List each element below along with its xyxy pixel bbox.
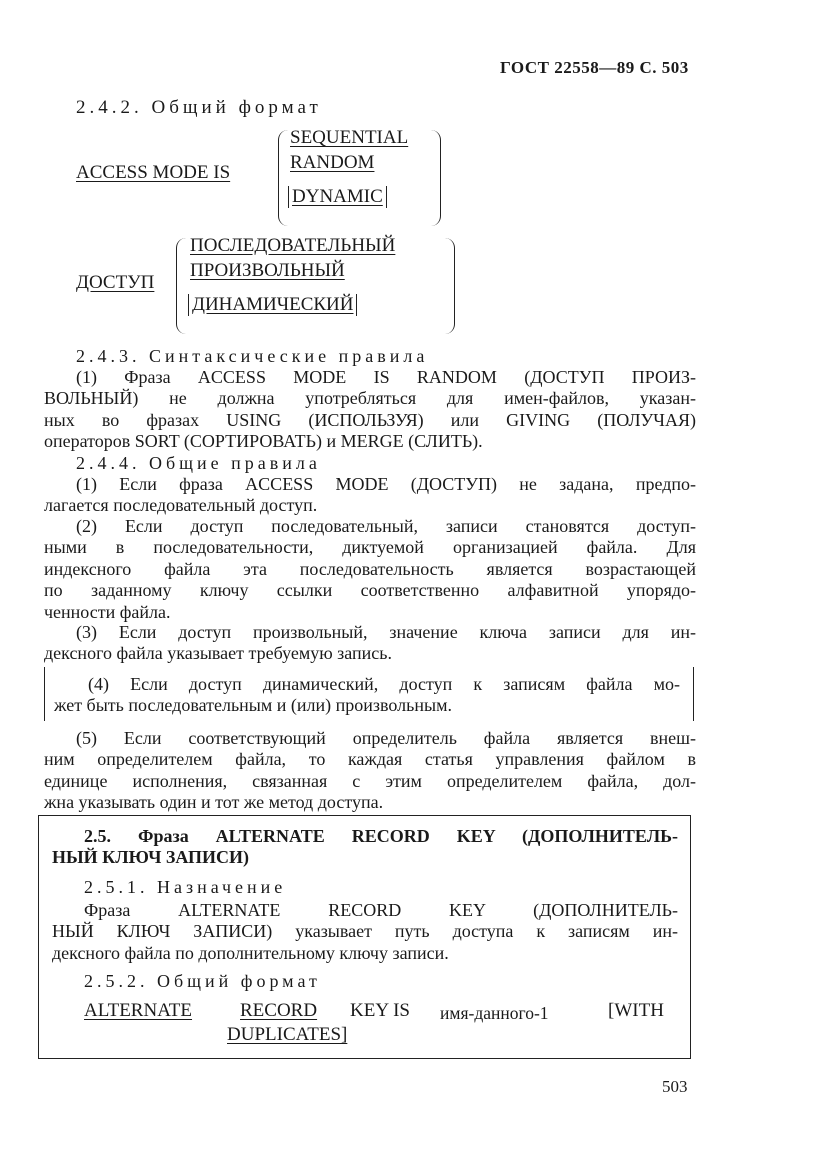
alt-format-alternate: ALTERNATE — [84, 1000, 193, 1021]
syntax-rule-1: (1) Фраза ACCESS MODE IS RANDOM (ДОСТУП ПРОИЗ- ВОЛЬНЫЙ) не должна употребляться для имен-файлов, указан- ных во фразах USING (ИСПОЛЬЗУЯ) или GIVING (ПОЛУЧАЯ) операторов SORT (СОРТИРОВАТЬ) и MERGE (СЛИТЬ). — [44, 367, 696, 452]
alt-format-data-name: имя-данного-1 — [440, 1003, 549, 1023]
general-rule-5: (5) Если соответствующий определитель файла является внеш- ним определителем файла, то каждая статья управления файлом в единице исполнения, связанная с этим определителем файла, дол- жна указывать один и тот же метод доступа. — [44, 728, 696, 813]
format-en-option-dynamic-box — [288, 186, 387, 208]
section-2-4-2-title: 2.4.2. Общий формат — [76, 97, 322, 118]
general-rule-2: (2) Если доступ последовательный, записи становятся доступ- ными в последовательности, диктуемой организацией файла. Для индексного файла эта последовательность является возрастающей по заданному ключу ссылки соответственно алфавитной упорядо- ченности файла. — [44, 516, 696, 622]
format-en-option-random: RANDOM — [290, 152, 375, 173]
format-en-option-dynamic: DYNAMIC — [292, 186, 383, 207]
format-ru-right-brace — [444, 238, 455, 334]
section-2-5-2-title: 2.5.2. Общий формат — [84, 971, 321, 991]
format-en-lead: ACCESS MODE IS — [76, 162, 231, 183]
page-number: 503 — [662, 1077, 688, 1096]
page-header: ГОСТ 22558—89 С. 503 — [500, 58, 689, 77]
section-2-5-title: 2.5. Фраза ALTERNATE RECORD KEY (ДОПОЛНИТЕЛЬ- НЫЙ КЛЮЧ ЗАПИСИ) — [52, 826, 678, 868]
section-2-4-4-title: 2.4.4. Общие правила — [76, 453, 321, 473]
format-ru-option-random: ПРОИЗВОЛЬНЫЙ — [190, 260, 345, 281]
format-ru-option-sequential: ПОСЛЕДОВАТЕЛЬНЫЙ — [190, 235, 396, 256]
format-en-right-brace — [430, 130, 441, 226]
section-2-4-3-title: 2.4.3. Синтаксические правила — [76, 346, 429, 366]
alt-format-with: [WITH — [608, 1000, 664, 1021]
alt-format-record: RECORD — [240, 1000, 318, 1021]
general-rule-1: (1) Если фраза ACCESS MODE (ДОСТУП) не задана, предпо- лагается последовательный доступ. — [44, 474, 696, 516]
format-en-left-brace — [278, 130, 289, 226]
alt-format-key-is: KEY IS — [350, 1000, 410, 1021]
general-rule-4: (4) Если доступ динамический, доступ к записям файла мо- жет быть последовательным и (или) произвольным. — [54, 674, 680, 716]
section-2-5-1-text: Фраза ALTERNATE RECORD KEY (ДОПОЛНИТЕЛЬ- НЫЙ КЛЮЧ ЗАПИСИ) указывает путь доступа к записям ин- дексного файла по дополнительному ключу записи. — [52, 900, 678, 963]
format-ru-lead: ДОСТУП — [76, 272, 155, 293]
general-rule-3: (3) Если доступ произвольный, значение ключа записи для ин- дексного файла указывает требуемую запись. — [44, 622, 696, 664]
section-2-5-1-title: 2.5.1. Назначение — [84, 877, 287, 897]
format-ru-option-dynamic-box — [188, 294, 357, 316]
format-ru-option-dynamic: ДИНАМИЧЕСКИЙ — [192, 294, 354, 315]
alt-format-duplicates: DUPLICATES] — [227, 1024, 348, 1045]
format-ru-left-brace — [176, 238, 187, 334]
format-en-option-sequential: SEQUENTIAL — [290, 127, 409, 148]
